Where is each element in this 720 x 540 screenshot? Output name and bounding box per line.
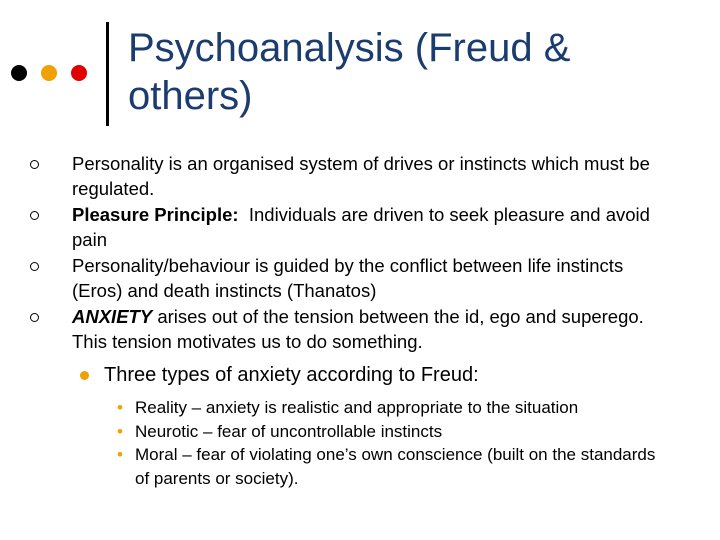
sub-sub-bullet-item — [117, 396, 665, 420]
slide-title-line-2: others) — [128, 74, 253, 118]
bullet-item — [72, 254, 672, 303]
dot-bullet-icon: • — [117, 398, 123, 417]
slide-title — [128, 24, 688, 120]
sub-sub-bullet-list — [0, 396, 720, 490]
bullet-lead: Pleasure Principle: — [72, 204, 239, 225]
sub-bullet-text: Three types of anxiety according to Freud: — [104, 364, 479, 386]
ring-bullet-icon — [30, 211, 39, 220]
decorative-dots — [0, 0, 110, 110]
dot-bullet-icon: • — [117, 421, 123, 441]
black-dot-icon — [11, 65, 27, 81]
sub-sub-bullet-text: Reality – anxiety is realistic and appropriate to the situation — [135, 398, 579, 417]
bullet-lead: ANXIETY — [72, 306, 153, 327]
bullet-text: Personality/behaviour is guided by the conflict between life instincts (Eros) and death instincts (Thanatos) — [72, 255, 624, 301]
sub-sub-bullet-text: Neurotic – fear of uncontrollable instincts — [135, 421, 443, 441]
sub-sub-bullet-item — [117, 443, 665, 490]
slide-title-line-1: Psychoanalysis (Freud & — [128, 26, 571, 70]
orange-bullet-icon — [80, 371, 89, 380]
dot-bullet-icon: • — [117, 445, 123, 464]
red-dot-icon — [71, 65, 87, 81]
sub-sub-bullet-item — [117, 420, 665, 444]
sub-bullet-item — [104, 362, 694, 388]
ring-bullet-icon — [30, 262, 39, 271]
bullet-text: arises out of the tension between the id, ego and superego. This tension motivates us to do something. — [72, 306, 649, 352]
bullet-item — [72, 305, 672, 354]
bullet-text: Individuals are driven to seek pleasure and avoid pain — [72, 204, 656, 250]
title-divider — [106, 22, 109, 126]
orange-dot-icon — [41, 65, 57, 81]
bullet-item — [72, 152, 672, 201]
bullet-list — [0, 152, 720, 490]
sub-sub-bullet-text: Moral – fear of violating one’s own conscience (built on the standards of parents or society). — [135, 445, 656, 488]
ring-bullet-icon — [30, 160, 39, 169]
bullet-text: Personality is an organised system of drives or instincts which must be regulated. — [72, 153, 650, 199]
ring-bullet-icon — [30, 313, 39, 322]
bullet-item — [72, 203, 672, 252]
